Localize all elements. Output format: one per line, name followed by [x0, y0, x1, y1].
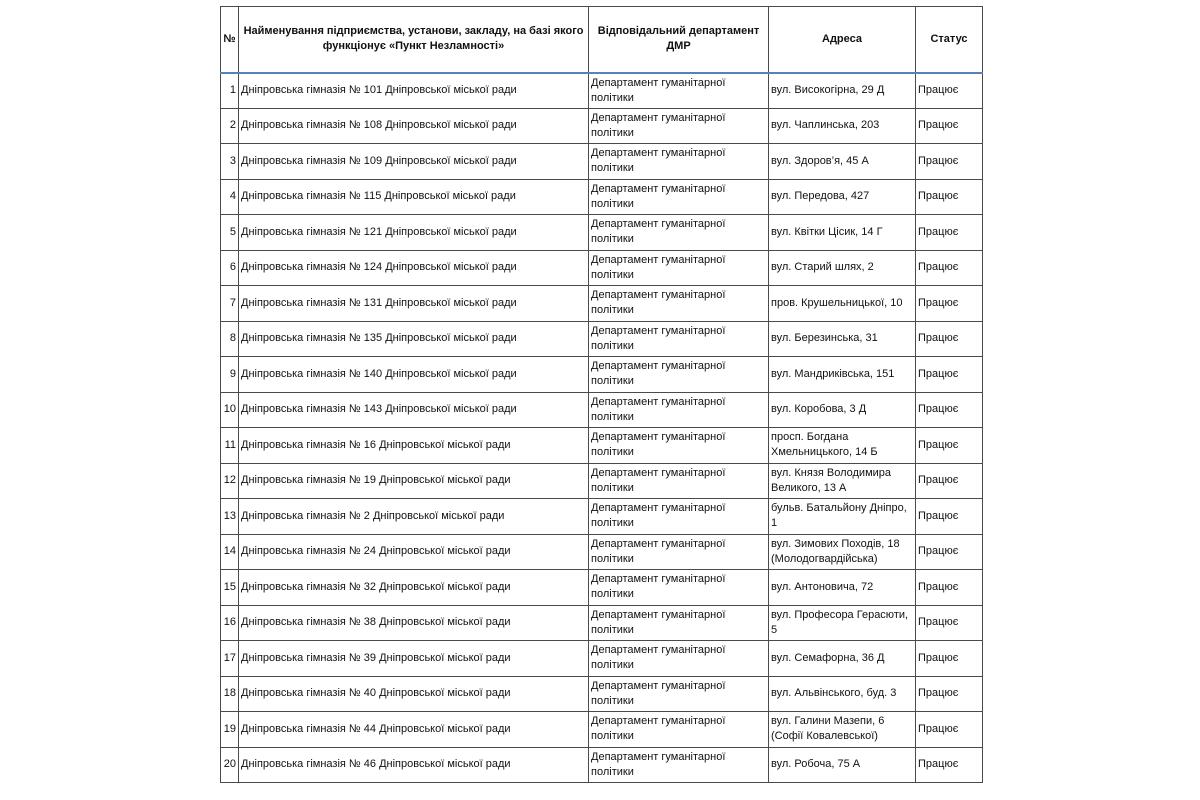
- row-dept: Департамент гуманітарної політики: [589, 250, 769, 286]
- row-num: 8: [221, 321, 239, 357]
- row-num: 4: [221, 179, 239, 215]
- row-address: вул. Альвінського, буд. 3: [769, 676, 916, 712]
- row-status: Працює: [916, 321, 983, 357]
- table-container: [220, 6, 983, 783]
- row-status: Працює: [916, 747, 983, 783]
- row-num: 3: [221, 144, 239, 180]
- row-address: вул. Антоновича, 72: [769, 570, 916, 606]
- row-name: Дніпровська гімназія № 124 Дніпровської міської ради: [239, 250, 589, 286]
- row-name: Дніпровська гімназія № 143 Дніпровської міської ради: [239, 392, 589, 428]
- row-name: Дніпровська гімназія № 108 Дніпровської міської ради: [239, 108, 589, 144]
- row-status: Працює: [916, 108, 983, 144]
- row-name: Дніпровська гімназія № 135 Дніпровської міської ради: [239, 321, 589, 357]
- header-num: №: [221, 7, 239, 73]
- row-num: 5: [221, 215, 239, 251]
- row-num: 15: [221, 570, 239, 606]
- table-row: [221, 712, 983, 748]
- row-name: Дніпровська гімназія № 44 Дніпровської міської ради: [239, 712, 589, 748]
- row-status: Працює: [916, 499, 983, 535]
- row-name: Дніпровська гімназія № 101 Дніпровської міської ради: [239, 73, 589, 109]
- row-num: 16: [221, 605, 239, 641]
- row-status: Працює: [916, 570, 983, 606]
- row-dept: Департамент гуманітарної політики: [589, 605, 769, 641]
- table-row: [221, 179, 983, 215]
- row-name: Дніпровська гімназія № 140 Дніпровської міської ради: [239, 357, 589, 393]
- row-address: вул. Березинська, 31: [769, 321, 916, 357]
- row-name: Дніпровська гімназія № 115 Дніпровської міської ради: [239, 179, 589, 215]
- row-status: Працює: [916, 144, 983, 180]
- row-num: 2: [221, 108, 239, 144]
- row-num: 18: [221, 676, 239, 712]
- row-address: пров. Крушельницької, 10: [769, 286, 916, 322]
- table-row: [221, 463, 983, 499]
- row-dept: Департамент гуманітарної політики: [589, 428, 769, 464]
- table-row: [221, 747, 983, 783]
- row-dept: Департамент гуманітарної політики: [589, 499, 769, 535]
- header-name: Найменування підприємства, установи, закладу, на базі якого функціонує «Пункт Незламності»: [239, 7, 589, 73]
- row-status: Працює: [916, 712, 983, 748]
- row-num: 12: [221, 463, 239, 499]
- row-status: Працює: [916, 534, 983, 570]
- row-num: 19: [221, 712, 239, 748]
- row-dept: Департамент гуманітарної політики: [589, 321, 769, 357]
- row-address: вул. Чаплинська, 203: [769, 108, 916, 144]
- row-status: Працює: [916, 250, 983, 286]
- row-name: Дніпровська гімназія № 16 Дніпровської міської ради: [239, 428, 589, 464]
- table-row: [221, 392, 983, 428]
- row-dept: Департамент гуманітарної політики: [589, 286, 769, 322]
- row-name: Дніпровська гімназія № 121 Дніпровської міської ради: [239, 215, 589, 251]
- row-dept: Департамент гуманітарної політики: [589, 73, 769, 109]
- row-dept: Департамент гуманітарної політики: [589, 641, 769, 677]
- row-num: 6: [221, 250, 239, 286]
- table-row: [221, 321, 983, 357]
- table-row: [221, 641, 983, 677]
- row-dept: Департамент гуманітарної політики: [589, 144, 769, 180]
- row-dept: Департамент гуманітарної політики: [589, 179, 769, 215]
- row-name: Дніпровська гімназія № 19 Дніпровської міської ради: [239, 463, 589, 499]
- row-num: 7: [221, 286, 239, 322]
- row-status: Працює: [916, 286, 983, 322]
- table-row: [221, 357, 983, 393]
- row-address: вул. Квітки Цісик, 14 Г: [769, 215, 916, 251]
- row-name: Дніпровська гімназія № 40 Дніпровської міської ради: [239, 676, 589, 712]
- row-status: Працює: [916, 357, 983, 393]
- table-header-row: [221, 7, 983, 73]
- row-num: 1: [221, 73, 239, 109]
- row-address: вул. Галини Мазепи, 6 (Софії Ковалевської): [769, 712, 916, 748]
- row-dept: Департамент гуманітарної політики: [589, 570, 769, 606]
- table-row: [221, 215, 983, 251]
- row-address: вул. Високогірна, 29 Д: [769, 73, 916, 109]
- row-dept: Департамент гуманітарної політики: [589, 747, 769, 783]
- row-status: Працює: [916, 392, 983, 428]
- row-status: Працює: [916, 179, 983, 215]
- row-address: вул. Коробова, 3 Д: [769, 392, 916, 428]
- row-name: Дніпровська гімназія № 32 Дніпровської міської ради: [239, 570, 589, 606]
- row-dept: Департамент гуманітарної політики: [589, 108, 769, 144]
- points-table: [220, 6, 983, 783]
- row-num: 10: [221, 392, 239, 428]
- row-status: Працює: [916, 463, 983, 499]
- row-dept: Департамент гуманітарної політики: [589, 392, 769, 428]
- table-row: [221, 144, 983, 180]
- row-num: 14: [221, 534, 239, 570]
- row-status: Працює: [916, 428, 983, 464]
- row-dept: Департамент гуманітарної політики: [589, 676, 769, 712]
- row-name: Дніпровська гімназія № 38 Дніпровської міської ради: [239, 605, 589, 641]
- row-status: Працює: [916, 605, 983, 641]
- row-address: вул. Семафорна, 36 Д: [769, 641, 916, 677]
- table-row: [221, 676, 983, 712]
- row-status: Працює: [916, 215, 983, 251]
- row-num: 13: [221, 499, 239, 535]
- row-address: вул. Здоров’я, 45 А: [769, 144, 916, 180]
- row-address: просп. Богдана Хмельницького, 14 Б: [769, 428, 916, 464]
- row-dept: Департамент гуманітарної політики: [589, 357, 769, 393]
- row-num: 20: [221, 747, 239, 783]
- row-dept: Департамент гуманітарної політики: [589, 463, 769, 499]
- table-row: [221, 499, 983, 535]
- row-address: вул. Князя Володимира Великого, 13 А: [769, 463, 916, 499]
- row-num: 11: [221, 428, 239, 464]
- row-status: Працює: [916, 676, 983, 712]
- row-dept: Департамент гуманітарної політики: [589, 712, 769, 748]
- row-name: Дніпровська гімназія № 109 Дніпровської міської ради: [239, 144, 589, 180]
- table-row: [221, 286, 983, 322]
- header-dept: Відповідальний департамент ДМР: [589, 7, 769, 73]
- header-status: Статус: [916, 7, 983, 73]
- row-address: вул. Передова, 427: [769, 179, 916, 215]
- header-address: Адреса: [769, 7, 916, 73]
- table-row: [221, 428, 983, 464]
- row-name: Дніпровська гімназія № 2 Дніпровської міської ради: [239, 499, 589, 535]
- row-address: вул. Зимових Походів, 18 (Молодогвардійська): [769, 534, 916, 570]
- row-num: 17: [221, 641, 239, 677]
- table-row: [221, 250, 983, 286]
- table-row: [221, 605, 983, 641]
- row-address: бульв. Батальйону Дніпро, 1: [769, 499, 916, 535]
- row-address: вул. Робоча, 75 А: [769, 747, 916, 783]
- row-name: Дніпровська гімназія № 39 Дніпровської міської ради: [239, 641, 589, 677]
- row-dept: Департамент гуманітарної політики: [589, 534, 769, 570]
- table-row: [221, 570, 983, 606]
- row-name: Дніпровська гімназія № 46 Дніпровської міської ради: [239, 747, 589, 783]
- table-row: [221, 73, 983, 109]
- row-address: вул. Професора Герасюти, 5: [769, 605, 916, 641]
- row-status: Працює: [916, 641, 983, 677]
- row-name: Дніпровська гімназія № 24 Дніпровської міської ради: [239, 534, 589, 570]
- row-address: вул. Старий шлях, 2: [769, 250, 916, 286]
- row-name: Дніпровська гімназія № 131 Дніпровської міської ради: [239, 286, 589, 322]
- row-status: Працює: [916, 73, 983, 109]
- table-body: [221, 73, 983, 783]
- row-address: вул. Мандриківська, 151: [769, 357, 916, 393]
- row-num: 9: [221, 357, 239, 393]
- row-dept: Департамент гуманітарної політики: [589, 215, 769, 251]
- table-row: [221, 534, 983, 570]
- table-row: [221, 108, 983, 144]
